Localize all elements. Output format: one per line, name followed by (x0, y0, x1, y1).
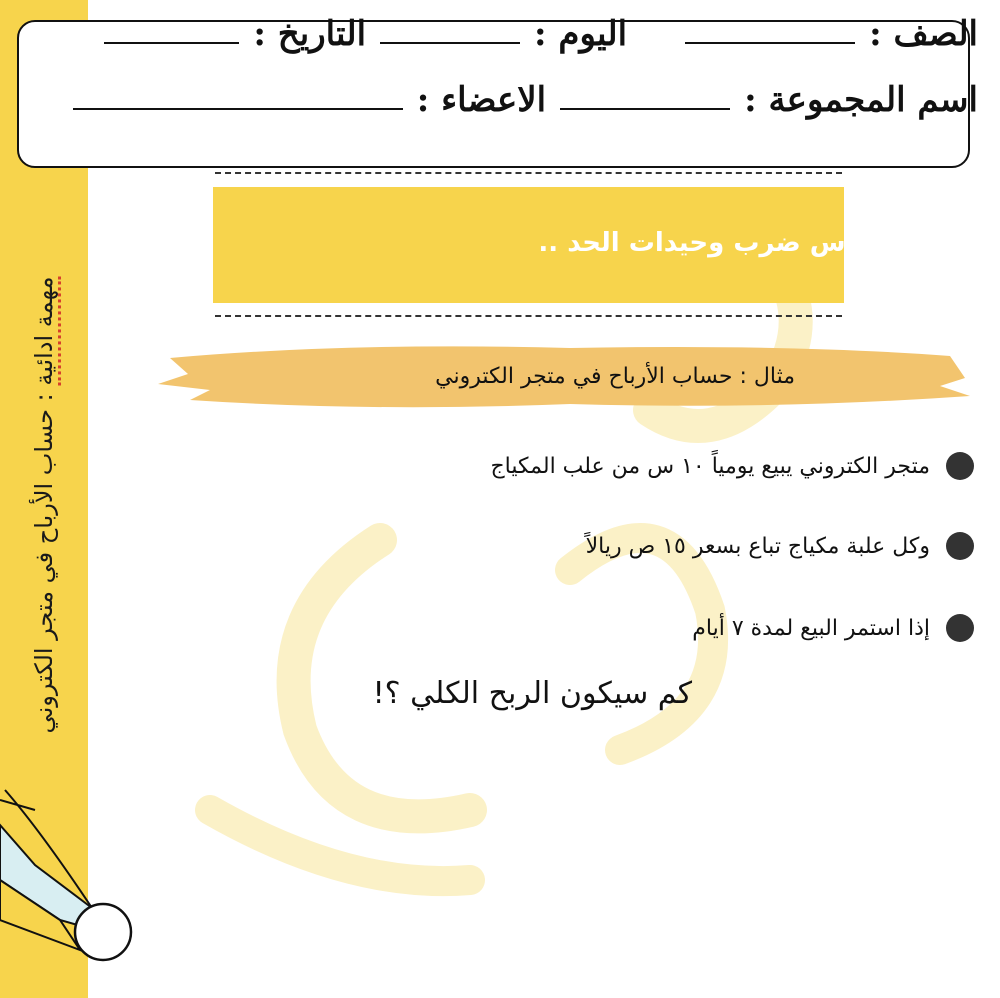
members-label: الاعضاء : (416, 80, 547, 120)
bullet-dot-icon (946, 614, 974, 642)
members-field[interactable] (73, 106, 403, 110)
side-title-rest: : حساب الأرباح في متجر الكتروني (30, 393, 58, 734)
dashed-divider-bottom (215, 315, 842, 317)
bullet-dot-icon (946, 532, 974, 560)
group-label: اسم المجموعة : (744, 80, 978, 120)
example-heading: مثال : حساب الأرباح في متجر الكتروني (435, 364, 795, 389)
day-field[interactable] (380, 40, 520, 44)
question-text: كم سيكون الربح الكلي ؟! (372, 676, 692, 711)
list-item-text: وكل علبة مكياج تباع بسعر ١٥ ص ريالاً (585, 533, 930, 559)
class-label: الصف : (869, 14, 978, 54)
lesson-title: درس ضرب وحيدات الحد .. (538, 228, 874, 258)
list-item (692, 614, 974, 642)
bullet-dot-icon (946, 452, 974, 480)
date-field[interactable] (104, 40, 239, 44)
header-row-2 (73, 80, 978, 120)
day-label: اليوم : (534, 14, 628, 54)
group-field[interactable] (560, 106, 730, 110)
side-title-highlight: مهمة ادائية (30, 277, 61, 386)
header-row-1 (104, 14, 978, 54)
class-field[interactable] (685, 40, 855, 44)
list-item (490, 452, 974, 480)
date-label: التاريخ : (253, 14, 367, 54)
list-item (586, 532, 974, 560)
dashed-divider-top (215, 172, 842, 174)
list-item-text: إذا استمر البيع لمدة ٧ أيام (692, 615, 930, 641)
decorative-corner-graphic (0, 770, 140, 998)
side-title (30, 277, 58, 734)
list-item-text: متجر الكتروني يبيع يومياً ١٠ س من علب المكياج (490, 453, 930, 479)
